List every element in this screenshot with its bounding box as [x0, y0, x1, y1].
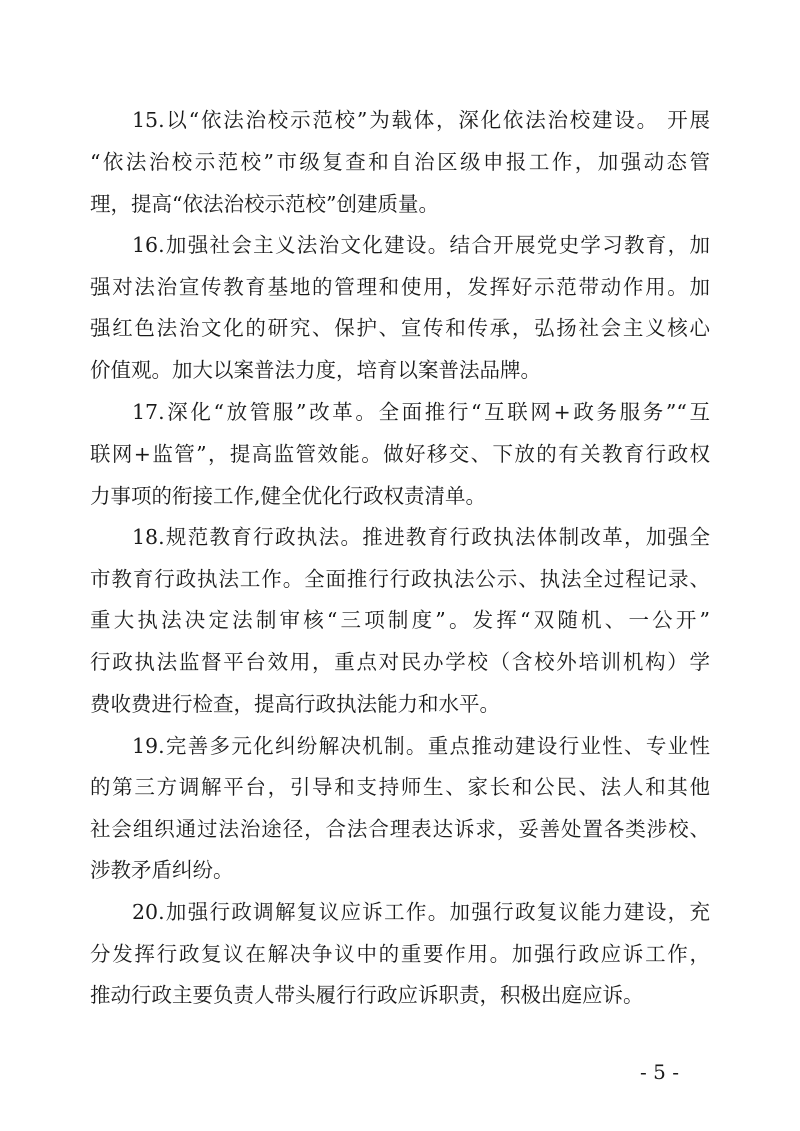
paragraph-19-line-2: 的第三方调解平台，引导和支持师生、家长和公民、法人和其他: [90, 775, 710, 799]
paragraph-20-line-2: 分发挥行政复议在解决争议中的重要作用。加强行政应诉工作，: [90, 942, 710, 966]
paragraph-15-line-3: 理，提高“依法治校示范校”创建质量。: [90, 192, 439, 216]
paragraph-18-line-3: 重大执法决定法制审核“三项制度”。发挥“双随机、一公开”: [90, 608, 710, 632]
paragraph-19-line-3: 社会组织通过法治途径，合法合理表达诉求，妥善处置各类涉校、: [90, 817, 710, 841]
paragraph-16-line-1: 16.加强社会主义法治文化建设。结合开展党史学习教育，加: [132, 233, 710, 257]
paragraph-16-line-4: 价值观。加大以案普法力度，培育以案普法品牌。: [90, 358, 541, 382]
paragraph-15-line-2: “依法治校示范校”市级复查和自治区级申报工作，加强动态管: [90, 150, 710, 174]
paragraph-20-line-1: 20.加强行政调解复议应诉工作。加强行政复议能力建设，充: [132, 900, 710, 924]
paragraph-18-line-2: 市教育行政执法工作。全面推行行政执法公示、执法全过程记录、: [90, 567, 710, 591]
paragraph-20-line-3: 推动行政主要负责人带头履行行政应诉职责，积极出庭应诉。: [90, 983, 644, 1007]
paragraph-19-line-1: 19.完善多元化纠纷解决机制。重点推动建设行业性、专业性: [132, 734, 710, 758]
paragraph-15-line-1: 15.以“依法治校示范校”为载体，深化依法治校建设。 开展: [132, 108, 710, 132]
paragraph-17-line-1: 17.深化“放管服”改革。全面推行“互联网+政务服务”“互: [132, 400, 710, 424]
paragraph-19-line-4: 涉教矛盾纠纷。: [90, 858, 234, 882]
paragraph-17-line-3: 力事项的衔接工作,健全优化行政权责清单。: [90, 484, 487, 508]
page-number: - 5 -: [640, 1060, 679, 1084]
paragraph-18-line-1: 18.规范教育行政执法。推进教育行政执法体制改革，加强全: [132, 525, 710, 549]
paragraph-18-line-4: 行政执法监督平台效用，重点对民办学校（含校外培训机构）学: [90, 650, 710, 674]
paragraph-18-line-5: 费收费进行检查，提高行政执法能力和水平。: [90, 692, 500, 716]
paragraph-16-line-3: 强红色法治文化的研究、保护、宣传和传承，弘扬社会主义核心: [90, 316, 710, 340]
paragraph-17-line-2: 联网+监管”，提高监管效能。做好移交、下放的有关教育行政权: [90, 442, 710, 466]
paragraph-16-line-2: 强对法治宣传教育基地的管理和使用，发挥好示范带动作用。加: [90, 275, 710, 299]
